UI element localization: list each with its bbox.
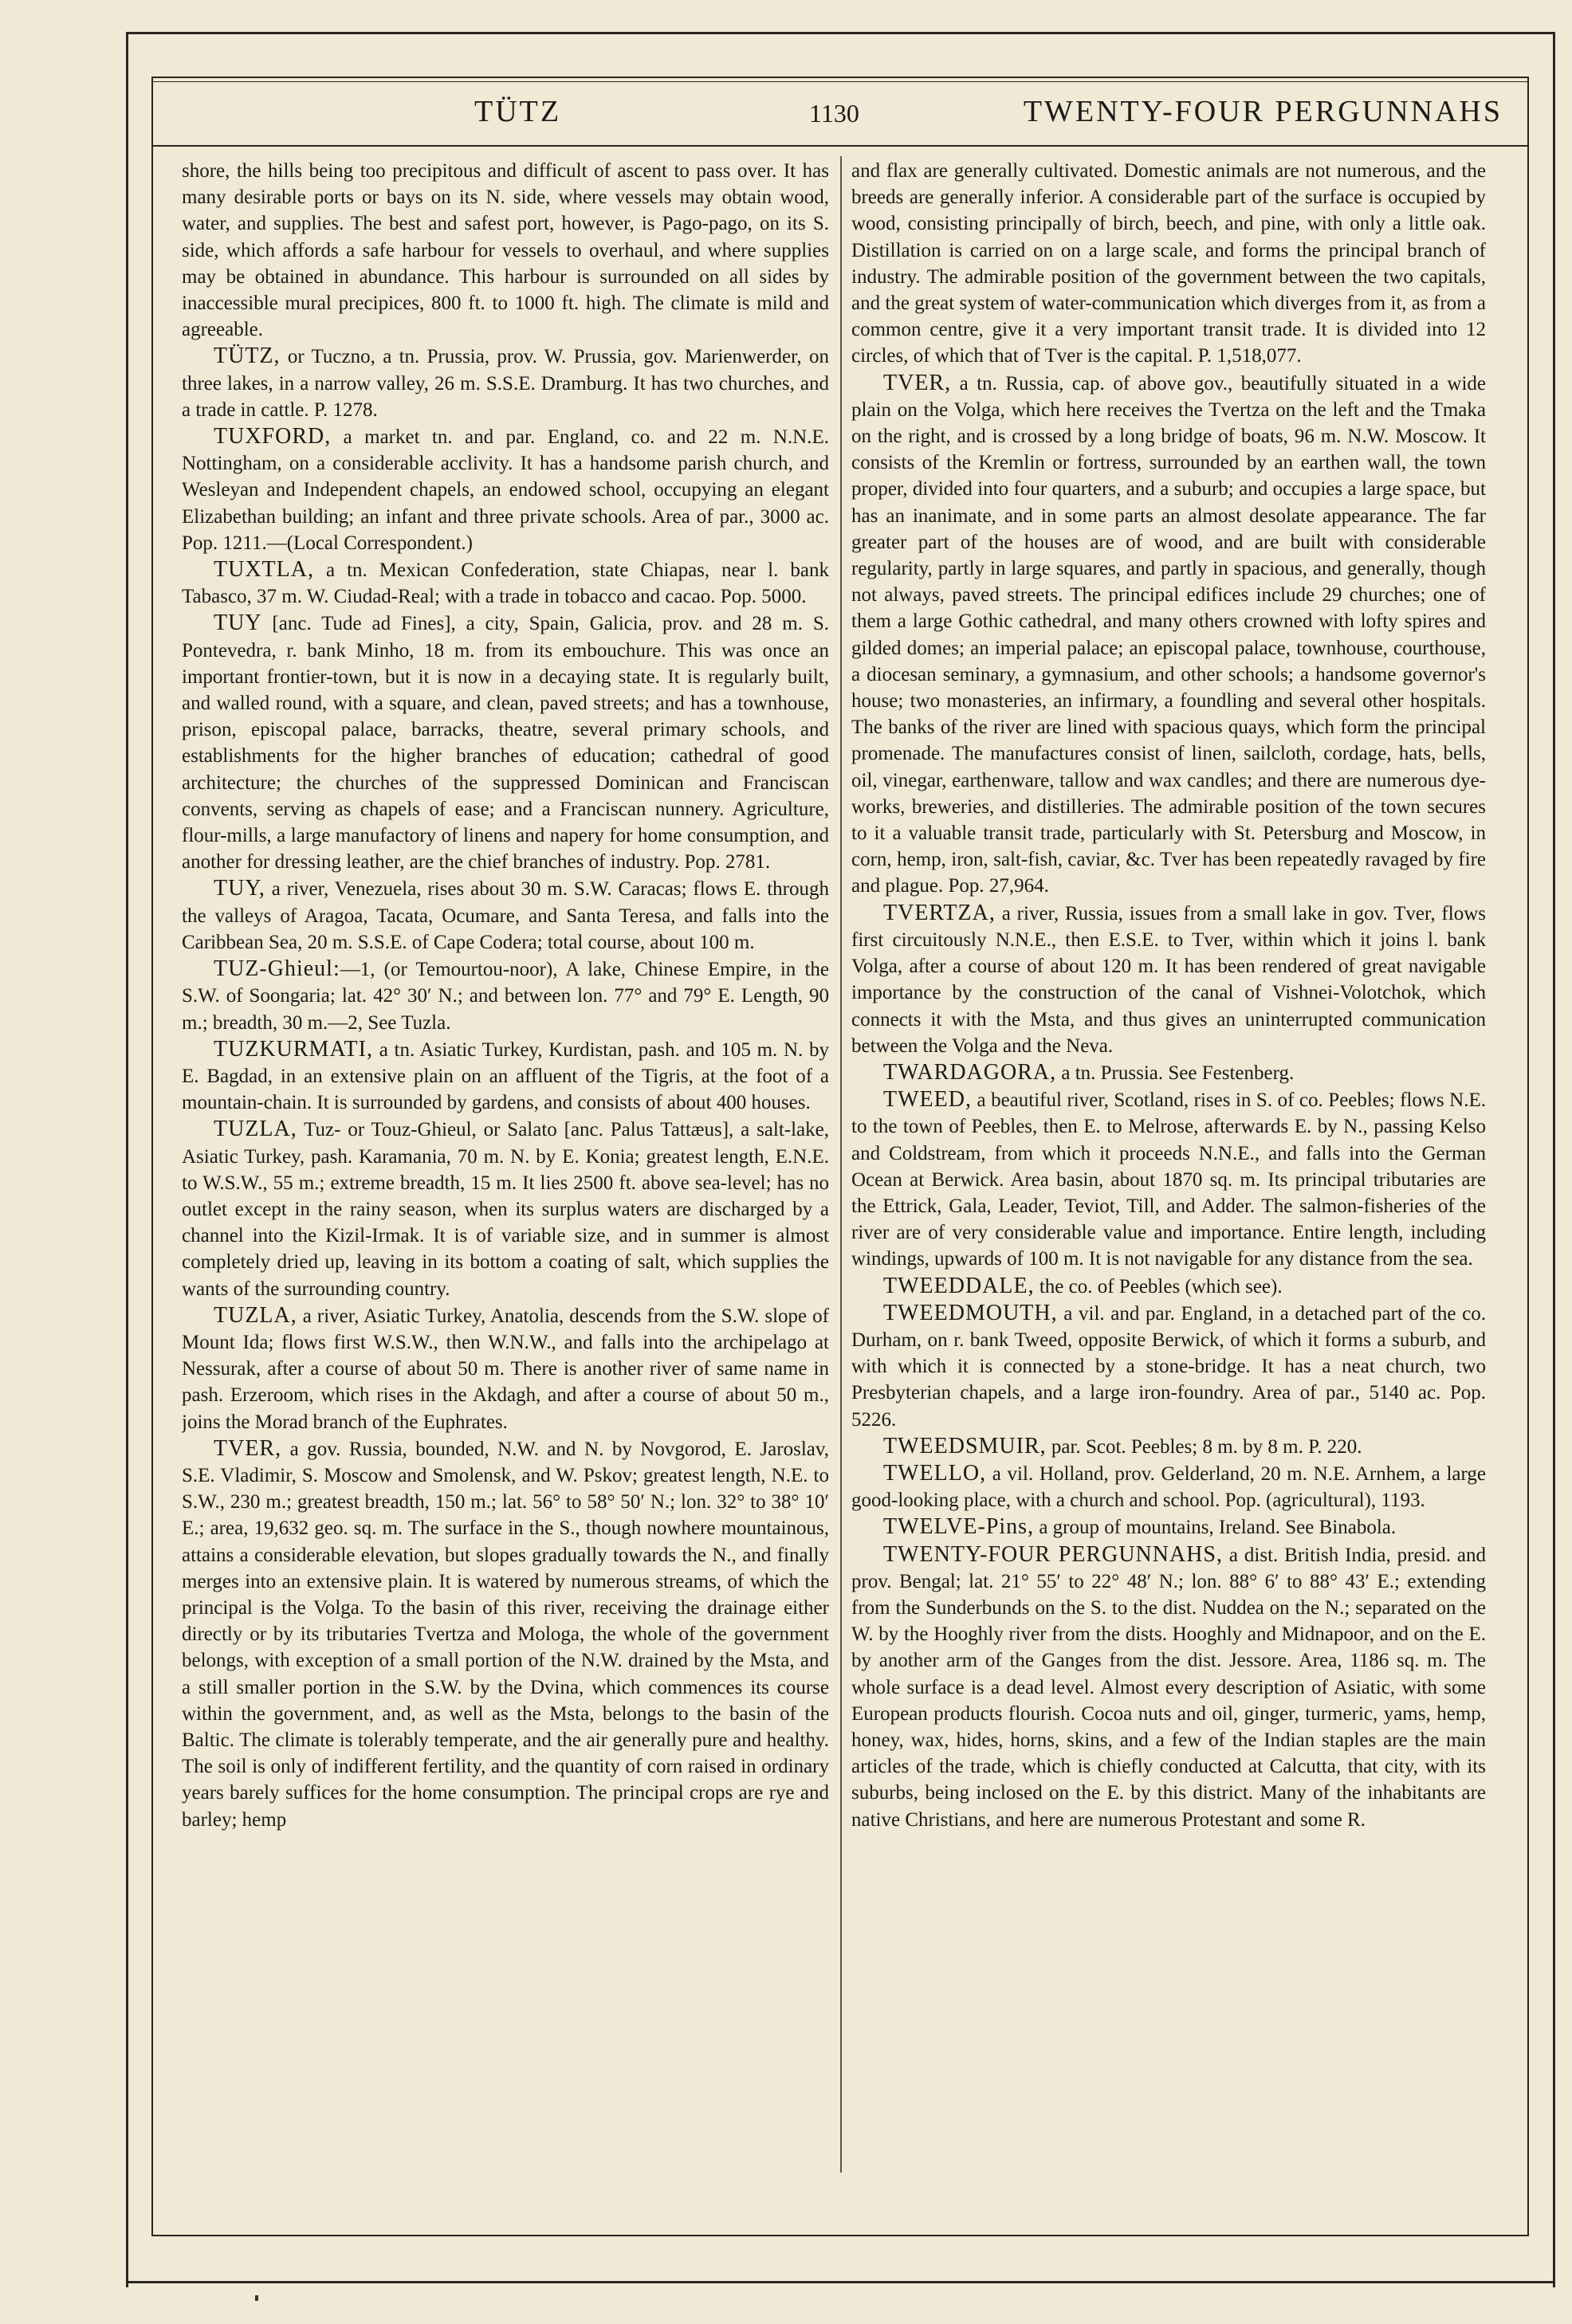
gazetteer-entry-tuy1 <box>182 610 829 875</box>
gazetteer-entry-twardagora <box>851 1059 1486 1086</box>
entry-text: par. Scot. Peebles; 8 m. by 8 m. P. 220. <box>1046 1435 1362 1458</box>
entry-text: a vil. and par. England, in a detached part of the co. Durham, on r. bank Tweed, opposite Berwick, of which it forms a suburb, and with which it is connected by a stone-bridge. It has a neat church, two Presbyterian chapels, and a large iron-foundry. Area of par., 5140 ac. Pop. 5226. <box>851 1302 1486 1431</box>
header-right-words: TWENTY-FOUR PERGUNNAHS <box>1023 95 1503 128</box>
left-column <box>182 158 829 2182</box>
entry-text: —1, (or Temourtou-noor), A lake, Chinese Empire, in the S.W. of Soongaria; lat. 42° 30′ N.; and between lon. 77° and 79° E. Length, 90 m.; breadth, 30 m.—2, See Tuzla. <box>182 959 829 1034</box>
inner-frame-bottom <box>151 2235 1529 2236</box>
entry-text: a beautiful river, Scotland, rises in S. of co. Peebles; flows N.E. to the town of Peebles, then E. to Melrose, afterwards E. by N., passing Kelso and Coldstream, from which it proceeds N.N.E., and falls into the German Ocean at Berwick. Area basin, about 1870 sq. m. Its principal tributaries are the Ettrick, Gala, Leader, Teviot, Till, and Adder. The salmon-fisheries of the river are of very considerable value and importance. Entire length, including windings, upwards of 100 m. It is not navigable for any distance from the sea. <box>851 1089 1486 1270</box>
entry-text: a dist. British India, presid. and prov. Bengal; lat. 21° 55′ to 22° 48′ N.; lon. 88° 6′ to 88° 43′ E.; extending from the Sunderbunds on the S. to the dist. Nuddea on the N.; separated on the W. by the Hooghly river from the dists. Hooghly and Midnapoor, and on the E. by another arm of the Ganges from the dist. Jessore. Area, 1186 sq. m. The whole surface is a dead level. Almost every description of Asiatic, with some European products flourish. Cocoa nuts and oil, ginger, turmeric, yams, hemp, honey, wax, hides, horns, skins, and a few of the Indian staples are the main articles of the trade, which is chiefly conducted at Calcutta, that city, with its suburbs, being inclosed on the E. by this district. Many of the inhabitants are native Christians, and here are numerous Protestant and some R. <box>851 1544 1486 1831</box>
entry-headword: TWEED, <box>883 1087 972 1113</box>
entry-text: a group of mountains, Ireland. See Binabola. <box>1034 1517 1397 1539</box>
print-speck <box>255 2295 258 2301</box>
gazetteer-entry-tver1 <box>182 1435 829 1833</box>
entry-headword: TWENTY-FOUR PERGUNNAHS, <box>883 1541 1223 1567</box>
gazetteer-entry-tweedmouth <box>851 1300 1486 1433</box>
entry-headword: TUY, <box>214 876 265 901</box>
entry-text: a river, Asiatic Turkey, Anatolia, descends from the S.W. slope of Mount Ida; flows first W.S.W., then W.N.W., and falls into the archipelago at Nessurak, after a course of about 50 m. There is another river of same name in pash. Erzeroom, which rises in the Akdagh, and after a course of about 50 m., joins the Morad branch of the Euphrates. <box>182 1305 829 1433</box>
page-number: 1130 <box>809 99 859 128</box>
entry-headword: TUXTLA, <box>214 557 314 583</box>
entry-headword: TWEEDSMUIR, <box>883 1433 1047 1458</box>
entry-headword: TWELLO, <box>883 1460 987 1486</box>
gazetteer-entry-tuzla1 <box>182 1116 829 1301</box>
entry-text: the co. of Peebles (which see). <box>1034 1275 1283 1297</box>
entry-headword: TUZLA, <box>214 1117 297 1142</box>
gazetteer-entry-tuzkurmati <box>182 1036 829 1117</box>
entry-headword: TUY <box>214 610 262 636</box>
entry-text: a tn. Russia, cap. of above gov., beautifully situated in a wide plain on the Volga, which here receives the Tvertza on the left and the Tmaka on the right, and is crossed by a long bridge of boats, 96 m. N.W. Moscow. It consists of the Kremlin or fortress, surrounded by an earthen wall, the town proper, divided into four quarters, and a suburb; and occupies a large space, but has an inanimate, and in some parts an almost desolate appearance. The far greater part of the houses are of wood, and are built with considerable regularity, partly in large squares, and partly in spacious, and generally, though not always, paved streets. The principal edifices include 29 churches; one of them a large Gothic cathedral, and many others crowned with lofty spires and gilded domes; an imperial palace; an episcopal palace, townhouse, courthouse, a diocesan seminary, a gymnasium, and other schools; a handsome governor's house; two monasteries, an infirmary, a foundling and several other hospitals. The banks of the river are lined with spacious quays, which form the principal promenade. The manufactures consist of linen, sailcloth, cordage, hats, bells, oil, vinegar, earthenware, tallow and wax candles; and there are numerous dye-works, breweries, and distilleries. The admirable position of the town secures to it a valuable transit trade, particularly with St. Petersburg and Moscow, in corn, hemp, iron, salt-fish, caviar, &c. Tver has been repeatedly ravaged by fire and plague. Pop. 27,964. <box>851 372 1486 897</box>
entry-text: a river, Russia, issues from a small lake in gov. Tver, flows first circuitously N.N.E., then E.S.E. to Tver, within which it joins l. bank Volga, after a course of about 120 m. It has been rendered of great navigable importance by the construction of the canal of Vishnei-Volotchok, which connects it with the Msta, and thus gives an uninterrupted communication between the Volga and the Neva. <box>851 902 1486 1057</box>
gazetteer-entry-flax <box>851 158 1486 370</box>
entry-headword: TUZ-Ghieul: <box>214 956 340 982</box>
entry-headword: TVER, <box>214 1435 282 1461</box>
inner-frame-left <box>151 77 153 2236</box>
outer-frame-right <box>1553 32 1555 2287</box>
entry-headword: TWARDAGORA, <box>883 1059 1057 1085</box>
gazetteer-entry-tuxtla <box>182 556 829 610</box>
gazetteer-entry-tweed <box>851 1086 1486 1272</box>
column-divider <box>840 156 842 2173</box>
entry-headword: TÜTZ, <box>214 343 281 369</box>
outer-frame-bottom <box>128 2281 1554 2283</box>
entry-text: a vil. Holland, prov. Gelderland, 20 m. N.E. Arnhem, a large good-looking place, with a church and school. Pop. (agricultural), 1193. <box>851 1462 1486 1512</box>
entry-headword: TWEEDDALE, <box>883 1273 1035 1298</box>
entry-text: a tn. Mexican Confederation, state Chiapas, near l. bank Tabasco, 37 m. W. Ciudad-Real; with a trade in tobacco and cacao. Pop. 5000. <box>182 559 829 608</box>
entry-text: Tuz- or Touz-Ghieul, or Salato [anc. Palus Tattæus], a salt-lake, Asiatic Turkey, pash. Karamania, 70 m. N. by E. Konia; greatest length, E.N.E. to W.S.W., 55 m.; extreme breadth, 15 m. It lies 2500 ft. above sea-level; has no outlet except in the rainy season, when its surplus waters are discharged by a channel into the Kizil-Irmak. It is of variable size, and in summer is almost completely dried up, leaving in its bottom a coating of salt, which supplies the wants of the surrounding country. <box>182 1119 829 1300</box>
outer-frame-left <box>126 32 128 2287</box>
gazetteer-entry-tuzla2 <box>182 1302 829 1435</box>
entry-text: a river, Venezuela, rises about 30 m. S.W. Caracas; flows E. through the valleys of Aragoa, Tacata, Ocumare, and Santa Teresa, and falls into the Caribbean Sea, 20 m. S.S.E. of Cape Codera; total course, about 100 m. <box>182 878 829 953</box>
entry-headword: TUXFORD, <box>214 424 332 449</box>
gazetteer-entry-tweeddale <box>851 1273 1486 1300</box>
gazetteer-entry-tuzghieul <box>182 956 829 1036</box>
entry-headword: TWEEDMOUTH, <box>883 1300 1058 1325</box>
gazetteer-entry-twello <box>851 1460 1486 1513</box>
inner-frame-top <box>151 77 1529 78</box>
page-header <box>155 94 1503 142</box>
entry-text: shore, the hills being too precipitous and difficult of ascent to pass over. It has many desirable ports or bays on its N. side, where vessels may obtain wood, water, and supplies. The best and safest port, however, is Pago-pago, on its S. side, which affords a safe harbour for vessels to overhaul, and where supplies may be obtained in abundance. This harbour is surrounded on all sides by inaccessible mural precipices, 800 ft. to 1000 ft. high. The climate is mild and agreeable. <box>182 160 829 341</box>
entry-text: a tn. Asiatic Turkey, Kurdistan, pash. and 105 m. N. by E. Bagdad, in an extensive plain on an affluent of the Tigris, at the foot of a mountain-chain. It is surrounded by gardens, and consists of about 400 houses. <box>182 1038 829 1114</box>
entry-text: a market tn. and par. England, co. and 22 m. N.N.E. Nottingham, on a considerable acclivity. It has a handsome parish church, and Wesleyan and Independent chapels, an endowed school, occupying an elegant Elizabethan building; an infant and three private schools. Area of par., 3000 ac. Pop. 1211.—(Local Correspondent.) <box>182 426 829 554</box>
gazetteer-entry-tuy2 <box>182 875 829 956</box>
entry-text: and flax are generally cultivated. Domestic animals are not numerous, and the breeds are generally inferior. A considerable part of the surface is occupied by wood, consisting principally of birch, beech, and pine, with only a little oak. Distillation is carried on on a large scale, and forms the principal branch of industry. The admirable position of the government between the two capitals, and the great system of water-communication which diverges from it, as from a common centre, give it a very important transit trade. It is divided into 12 circles, of which that of Tver is the capital. P. 1,518,077. <box>851 160 1486 367</box>
entry-text: a gov. Russia, bounded, N.W. and N. by Novgorod, E. Jaroslav, S.E. Vladimir, S. Moscow and Smolensk, and W. Pskov; greatest length, N.E. to S.W., 230 m.; greatest breadth, 150 m.; lat. 56° to 58° 50′ N.; lon. 32° to 38° 10′ E.; area, 19,632 geo. sq. m. The surface in the S., though nowhere mountainous, attains a considerable elevation, but slopes gradually towards the N., and finally merges into an extensive plain. It is watered by numerous streams, of which the principal is the Volga. To the basin of this river, receiving the drainage either directly or by its tributaries Tvertza and Mologa, the whole of the government belongs, with exception of a small portion of the N.W. drained by the Msta, and a still smaller portion in the S.W. by the Dvina, which commences its course within the government, and, as well as the Msta, belongs to the basin of the Baltic. The climate is tolerably temperate, and the air generally pure and healthy. The soil is only of indifferent fertility, and the quantity of corn raised in ordinary years barely suffices for the home consumption. The principal crops are rye and barley; hemp <box>182 1438 829 1831</box>
header-rule <box>153 145 1527 147</box>
header-left-word: TÜTZ <box>474 95 562 128</box>
entry-headword: TVER, <box>883 370 952 395</box>
gazetteer-entry-twentyfour <box>851 1541 1486 1833</box>
entry-text: a tn. Prussia. See Festenberg. <box>1056 1062 1295 1084</box>
gazetteer-entry-shore <box>182 158 829 343</box>
gazetteer-entry-twelvepins <box>851 1513 1486 1541</box>
gazetteer-entry-tuxford <box>182 423 829 556</box>
entry-headword: TVERTZA, <box>883 900 996 925</box>
inner-frame-top-2 <box>151 81 1529 82</box>
inner-frame-right <box>1527 77 1529 2236</box>
right-column <box>851 158 1486 2182</box>
entry-text: [anc. Tude ad Fines], a city, Spain, Galicia, prov. and 28 m. S. Pontevedra, r. bank Minho, 18 m. from its embouchure. This was once an important frontier-town, but it is now in a decaying state. It is regularly built, and walled round, with a square, and clean, paved streets; and has a townhouse, prison, episcopal palace, barracks, theatre, several primary schools, and establishments for the higher branches of education; cathedral of good architecture; the churches of the suppressed Dominican and Franciscan convents, serving as chapels of ease; and a Franciscan nunnery. Agriculture, flour-mills, a large manufactory of linens and napery for home consumption, and another for dressing leather, are the chief branches of industry. Pop. 2781. <box>182 613 829 873</box>
entry-headword: TUZKURMATI, <box>214 1036 373 1062</box>
gazetteer-entry-tweedsmuir <box>851 1433 1486 1460</box>
gazetteer-entry-tvertza <box>851 900 1486 1059</box>
gazetteer-entry-tver2 <box>851 370 1486 900</box>
entry-headword: TUZLA, <box>214 1302 297 1328</box>
entry-text: or Tuczno, a tn. Prussia, prov. W. Prussia, gov. Marienwerder, on three lakes, in a narrow valley, 26 m. S.S.E. Dramburg. It has two churches, and a trade in cattle. P. 1278. <box>182 346 829 421</box>
entry-headword: TWELVE-Pins, <box>883 1514 1035 1540</box>
gazetteer-entry-tutz <box>182 343 829 423</box>
outer-frame-top <box>128 32 1554 34</box>
